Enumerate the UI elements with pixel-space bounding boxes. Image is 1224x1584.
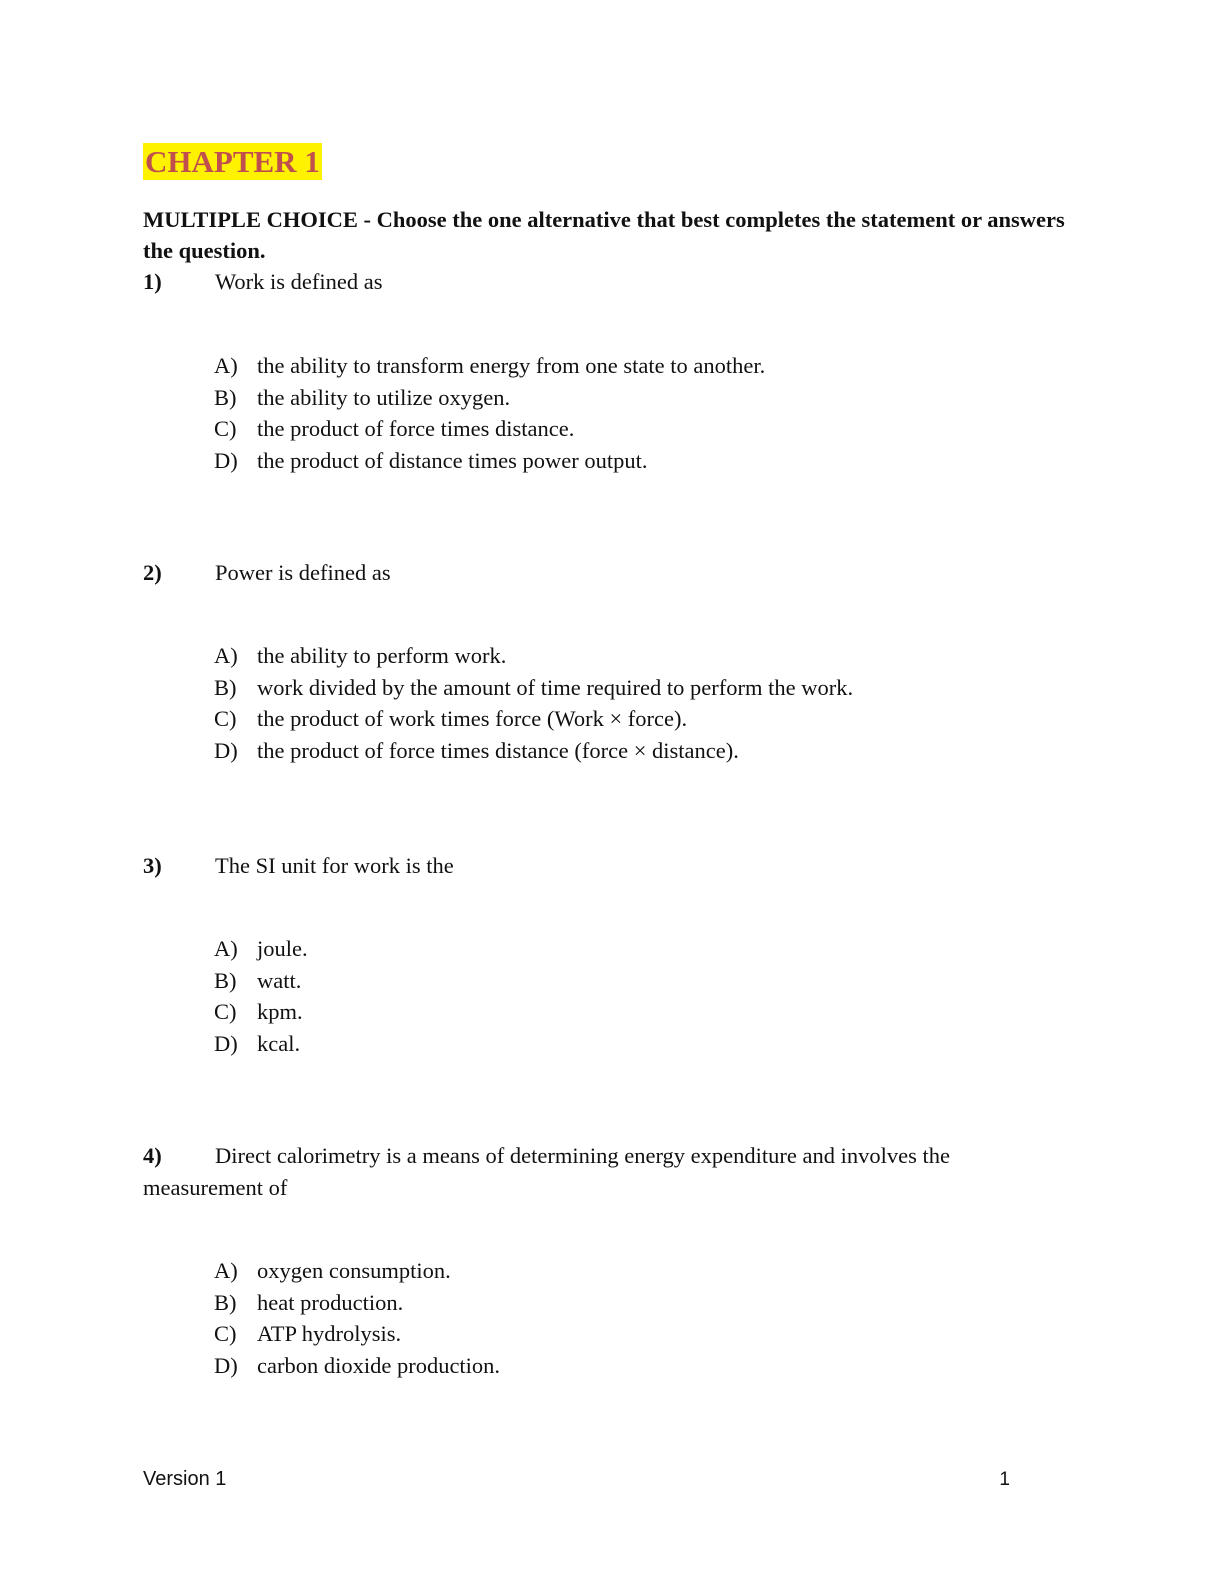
- footer-version: Version 1: [143, 1468, 227, 1490]
- question-text: Work is defined as: [215, 269, 383, 294]
- option-c: [214, 413, 1074, 445]
- option-a: [214, 640, 1074, 672]
- option-text: heat production.: [257, 1289, 404, 1315]
- option-c: [214, 996, 1074, 1028]
- option-letter: B): [214, 384, 237, 410]
- options-1: [214, 350, 1074, 476]
- option-letter: B): [214, 1289, 237, 1315]
- question-text: Direct calorimetry is a means of determining energy expenditure and involves the measurement of: [143, 1143, 950, 1200]
- option-text: kpm.: [257, 999, 303, 1024]
- option-letter: B): [214, 967, 237, 993]
- option-letter: C): [214, 416, 237, 441]
- option-text: carbon dioxide production.: [257, 1352, 501, 1378]
- option-c: [214, 1318, 1074, 1350]
- question-text: The SI unit for work is the: [215, 853, 454, 878]
- option-letter: C): [214, 999, 237, 1024]
- question-3: [143, 850, 1073, 882]
- option-letter: B): [214, 674, 237, 700]
- options-3: [214, 933, 1074, 1059]
- option-text: the product of force times distance (force × distance).: [257, 737, 739, 763]
- chapter-title: CHAPTER 1: [145, 144, 320, 179]
- option-letter: A): [214, 936, 238, 961]
- option-d: [214, 1028, 1074, 1060]
- option-b: [214, 965, 1074, 997]
- options-4: [214, 1255, 1074, 1381]
- question-number: 2): [143, 560, 162, 585]
- option-letter: D): [214, 1352, 238, 1378]
- option-text: watt.: [257, 967, 302, 993]
- option-letter: A): [214, 353, 238, 378]
- option-text: kcal.: [257, 1030, 301, 1056]
- question-text: Power is defined as: [215, 560, 391, 585]
- question-4: [143, 1140, 1073, 1204]
- option-d: [214, 735, 1074, 767]
- option-text: oxygen consumption.: [257, 1258, 451, 1283]
- option-b: [214, 382, 1074, 414]
- option-b: [214, 1287, 1074, 1319]
- option-letter: D): [214, 1030, 238, 1056]
- option-d: [214, 445, 1074, 477]
- option-text: the ability to transform energy from one state to another.: [257, 353, 766, 378]
- option-text: the product of force times distance.: [257, 416, 575, 441]
- question-number: 1): [143, 269, 162, 294]
- page-number: 1: [999, 1469, 1010, 1490]
- option-letter: C): [214, 706, 237, 731]
- instructions: MULTIPLE CHOICE - Choose the one alternative that best completes the statement or answers the question.: [143, 207, 1065, 263]
- options-2: [214, 640, 1074, 766]
- question-1: [143, 266, 1073, 298]
- option-text: the ability to utilize oxygen.: [257, 384, 511, 410]
- question-2: [143, 557, 1073, 589]
- option-text: the product of distance times power output.: [257, 447, 648, 473]
- option-letter: D): [214, 447, 238, 473]
- option-text: joule.: [257, 936, 308, 961]
- option-text: ATP hydrolysis.: [257, 1321, 402, 1346]
- option-b: [214, 672, 1074, 704]
- option-letter: D): [214, 737, 238, 763]
- option-text: work divided by the amount of time required to perform the work.: [257, 674, 854, 700]
- option-c: [214, 703, 1074, 735]
- option-letter: A): [214, 1258, 238, 1283]
- option-a: [214, 350, 1074, 382]
- option-letter: A): [214, 643, 238, 668]
- option-text: the product of work times force (Work × force).: [257, 706, 688, 731]
- question-number: 3): [143, 853, 162, 878]
- option-text: the ability to perform work.: [257, 643, 507, 668]
- option-a: [214, 1255, 1074, 1287]
- question-number: 4): [143, 1143, 162, 1168]
- option-d: [214, 1350, 1074, 1382]
- option-a: [214, 933, 1074, 965]
- option-letter: C): [214, 1321, 237, 1346]
